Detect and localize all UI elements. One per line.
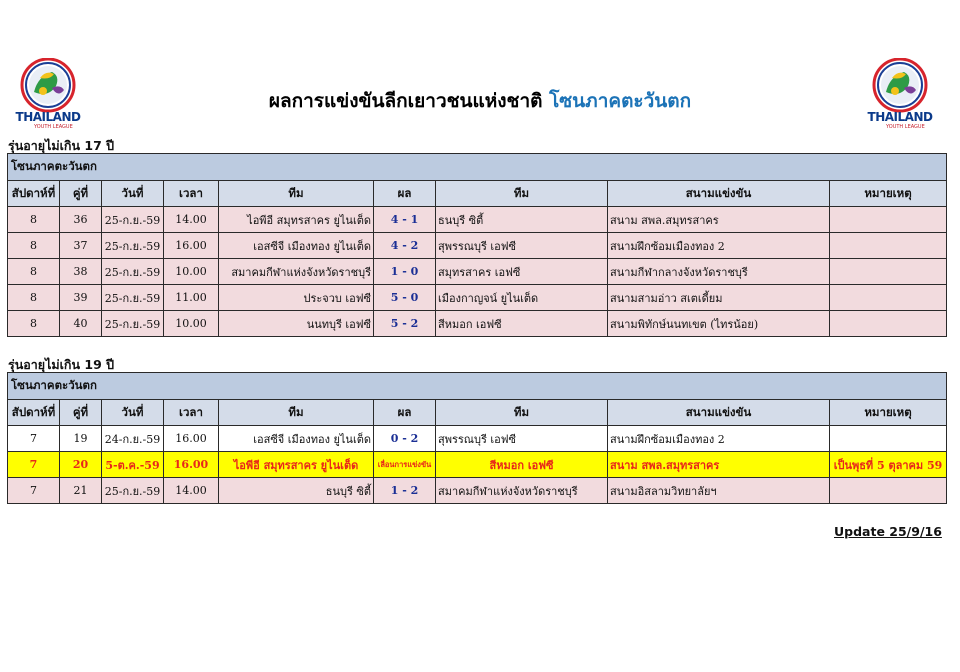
table-row (8, 207, 947, 233)
header-note: หมายเหตุ (830, 400, 947, 426)
cell-week: 8 (8, 259, 60, 285)
header-home: ทีม (219, 181, 374, 207)
header-time: เวลา (164, 400, 219, 426)
cell-note (830, 478, 947, 504)
cell-away-team: สุพรรณบุรี เอฟซี (436, 426, 608, 452)
update-stamp: Update 25/9/16 (834, 524, 942, 539)
table-row (8, 426, 947, 452)
cell-venue: สนามอิสลามวิทยาลัยฯ (608, 478, 830, 504)
cell-home-team: นนทบุรี เอฟซี (219, 311, 374, 337)
cell-week: 7 (8, 426, 60, 452)
cell-match: 20 (60, 452, 102, 478)
cell-date: 25-ก.ย.-59 (102, 311, 164, 337)
logo-text: THAILAND (867, 110, 933, 124)
cell-away-team: สมาคมกีฬาแห่งจังหวัดราชบุรี (436, 478, 608, 504)
header-away: ทีม (436, 181, 608, 207)
cell-score: 1 - 2 (374, 478, 436, 504)
cell-away-team: สุพรรณบุรี เอฟซี (436, 233, 608, 259)
header-time: เวลา (164, 181, 219, 207)
header-week: สัปดาห์ที่ (8, 400, 60, 426)
cell-venue: สนามกีฬากลางจังหวัดราชบุรี (608, 259, 830, 285)
title-zone: โซนภาคตะวันตก (549, 90, 692, 112)
cell-venue: สนาม สพล.สมุทรสาคร (608, 207, 830, 233)
cell-note (830, 285, 947, 311)
zone-band: โซนภาคตะวันตก (8, 373, 947, 400)
section-label-u17: รุ่นอายุไม่เกิน 17 ปี (8, 138, 115, 153)
cell-home-team: สมาคมกีฬาแห่งจังหวัดราชบุรี (219, 259, 374, 285)
header-away: ทีม (436, 400, 608, 426)
cell-date: 25-ก.ย.-59 (102, 233, 164, 259)
cell-score: 4 - 2 (374, 233, 436, 259)
table-row (8, 452, 947, 478)
cell-home-team: ประจวบ เอฟซี (219, 285, 374, 311)
cell-time: 16.00 (164, 233, 219, 259)
cell-home-team: ไอพีอี สมุทรสาคร ยูไนเต็ด (219, 452, 374, 478)
logo-subtext: YOUTH LEAGUE (34, 124, 73, 130)
cell-match: 21 (60, 478, 102, 504)
cell-note (830, 311, 947, 337)
cell-week: 7 (8, 452, 60, 478)
table-header-row (8, 400, 947, 426)
header-match: คู่ที่ (60, 181, 102, 207)
schedule-table-u17 (7, 153, 947, 337)
header-date: วันที่ (102, 400, 164, 426)
table-row (8, 285, 947, 311)
cell-match: 37 (60, 233, 102, 259)
cell-match: 40 (60, 311, 102, 337)
cell-week: 8 (8, 285, 60, 311)
cell-venue: สนามฝึกซ้อมเมืองทอง 2 (608, 426, 830, 452)
cell-away-team: เมืองกาญจน์ ยูไนเต็ด (436, 285, 608, 311)
cell-score: 5 - 0 (374, 285, 436, 311)
cell-home-team: ไอพีอี สมุทรสาคร ยูไนเต็ด (219, 207, 374, 233)
cell-note: เป็นพุธที่ 5 ตุลาคม 59 (830, 452, 947, 478)
cell-score: 0 - 2 (374, 426, 436, 452)
table-header-row (8, 181, 947, 207)
table-row (8, 259, 947, 285)
cell-match: 39 (60, 285, 102, 311)
cell-match: 19 (60, 426, 102, 452)
cell-time: 11.00 (164, 285, 219, 311)
cell-note (830, 259, 947, 285)
zone-band: โซนภาคตะวันตก (8, 154, 947, 181)
header-venue: สนามแข่งขัน (608, 400, 830, 426)
cell-away-team: สมุทรสาคร เอฟซี (436, 259, 608, 285)
schedule-table-u19 (7, 372, 947, 504)
cell-date: 25-ก.ย.-59 (102, 207, 164, 233)
cell-match: 36 (60, 207, 102, 233)
cell-score: เลื่อนการแข่งขัน (374, 452, 436, 478)
header-score: ผล (374, 400, 436, 426)
cell-score: 4 - 1 (374, 207, 436, 233)
cell-week: 8 (8, 207, 60, 233)
cell-week: 8 (8, 311, 60, 337)
cell-score: 1 - 0 (374, 259, 436, 285)
cell-week: 8 (8, 233, 60, 259)
cell-home-team: ธนบุรี ซิตี้ (219, 478, 374, 504)
table-row (8, 233, 947, 259)
header-week: สัปดาห์ที่ (8, 181, 60, 207)
cell-time: 14.00 (164, 478, 219, 504)
cell-time: 16.00 (164, 426, 219, 452)
section-label-u19: รุ่นอายุไม่เกิน 19 ปี (8, 357, 115, 372)
page-title (0, 86, 960, 116)
header-date: วันที่ (102, 181, 164, 207)
header-note: หมายเหตุ (830, 181, 947, 207)
cell-time: 10.00 (164, 259, 219, 285)
header-venue: สนามแข่งขัน (608, 181, 830, 207)
cell-note (830, 233, 947, 259)
header-score: ผล (374, 181, 436, 207)
cell-time: 14.00 (164, 207, 219, 233)
table-row (8, 478, 947, 504)
cell-venue: สนามฝึกซ้อมเมืองทอง 2 (608, 233, 830, 259)
header-home: ทีม (219, 400, 374, 426)
logo-subtext: YOUTH LEAGUE (886, 124, 925, 130)
cell-venue: สนามพิทักษ์นนทเขต (ไทรน้อย) (608, 311, 830, 337)
cell-away-team: สีหมอก เอฟซี (436, 452, 608, 478)
table-row (8, 311, 947, 337)
cell-note (830, 426, 947, 452)
cell-date: 25-ก.ย.-59 (102, 259, 164, 285)
cell-away-team: ธนบุรี ซิตี้ (436, 207, 608, 233)
cell-home-team: เอสซีจี เมืองทอง ยูไนเต็ด (219, 233, 374, 259)
cell-home-team: เอสซีจี เมืองทอง ยูไนเต็ด (219, 426, 374, 452)
cell-week: 7 (8, 478, 60, 504)
cell-time: 16.00 (164, 452, 219, 478)
cell-venue: สนาม สพล.สมุทรสาคร (608, 452, 830, 478)
cell-date: 25-ก.ย.-59 (102, 285, 164, 311)
cell-date: 24-ก.ย.-59 (102, 426, 164, 452)
logo-text: THAILAND (15, 110, 81, 124)
header-match: คู่ที่ (60, 400, 102, 426)
title-main: ผลการแข่งขันลีกเยาวชนแห่งชาติ (268, 90, 550, 112)
cell-score: 5 - 2 (374, 311, 436, 337)
cell-date: 25-ก.ย.-59 (102, 478, 164, 504)
cell-note (830, 207, 947, 233)
cell-date: 5-ต.ค.-59 (102, 452, 164, 478)
cell-match: 38 (60, 259, 102, 285)
cell-away-team: สีหมอก เอฟซี (436, 311, 608, 337)
cell-venue: สนามสามอ่าว สเตเดี้ยม (608, 285, 830, 311)
cell-time: 10.00 (164, 311, 219, 337)
